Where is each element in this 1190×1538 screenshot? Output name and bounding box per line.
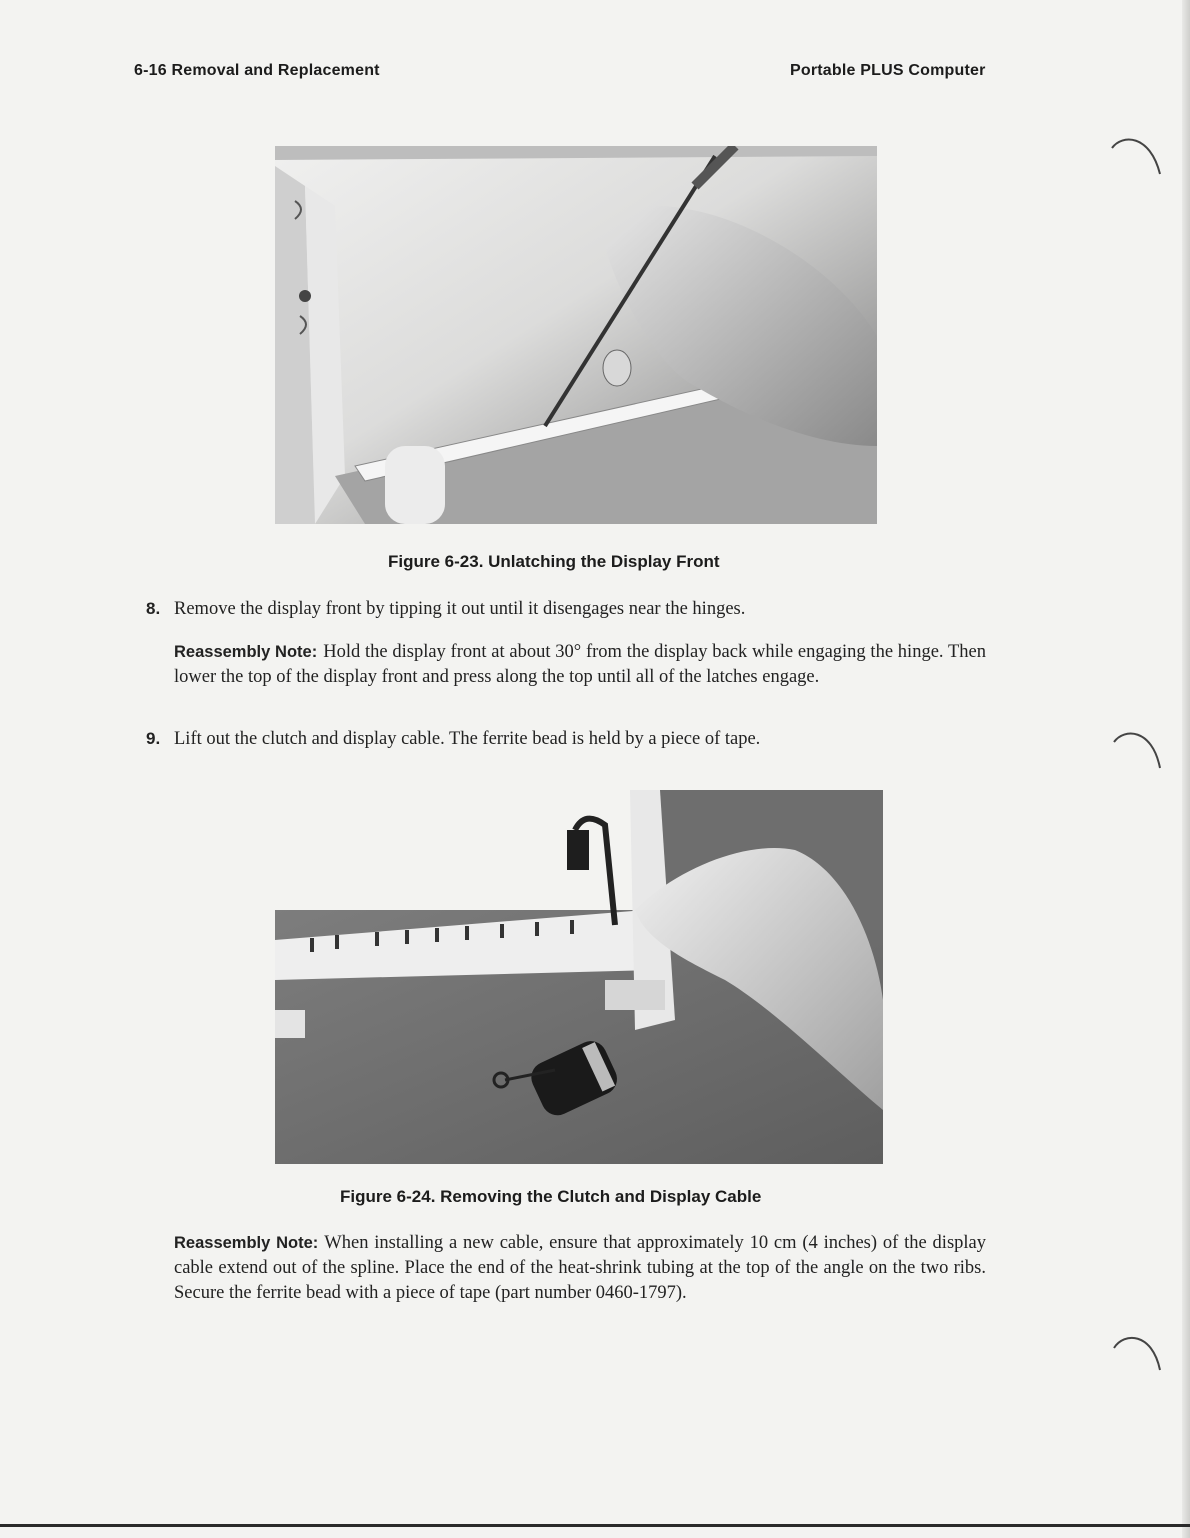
bottom-rule — [0, 1524, 1190, 1527]
figure-6-24-photo — [275, 790, 883, 1164]
note-label: Reassembly Note: — [174, 1234, 319, 1252]
step-text: Remove the display front by tipping it out until it disengages near the hinges. — [174, 599, 746, 619]
note-label: Reassembly Note: — [174, 643, 318, 661]
step-number: 8. — [146, 599, 161, 618]
figure-6-23-caption: Figure 6-23. Unlatching the Display Front — [388, 552, 720, 571]
binder-hole-arc — [1110, 1330, 1166, 1380]
step-number: 9. — [146, 729, 161, 748]
reassembly-note-2 — [174, 1231, 986, 1306]
section-header: 6-16 Removal and Replacement — [134, 62, 380, 79]
note-text: When installing a new cable, ensure that approximately 10 cm (4 inches) of the display cable extend out of the spline. Place the end of the heat-shrink tubing at the top of the angle on the two ribs. Secure the ferrite bead with a piece of tape (part number 0460-1797). — [174, 1233, 986, 1303]
figure-6-24-caption: Figure 6-24. Removing the Clutch and Display Cable — [340, 1187, 762, 1206]
reassembly-note-1 — [174, 640, 986, 690]
binder-hole-arc — [1110, 728, 1166, 778]
page-edge-shadow — [1182, 0, 1190, 1538]
step-9 — [146, 726, 760, 752]
step-8 — [146, 596, 745, 622]
note-text: Hold the display front at about 30° from the display back while engaging the hinge. Then lower the top of the display front and press along the top until all of the latches engage. — [174, 642, 986, 687]
step-text: Lift out the clutch and display cable. The ferrite bead is held by a piece of tape. — [174, 729, 761, 749]
manual-title: Portable PLUS Computer — [790, 62, 986, 79]
binder-hole-arc — [1108, 134, 1164, 184]
figure-6-23-photo — [275, 146, 877, 524]
